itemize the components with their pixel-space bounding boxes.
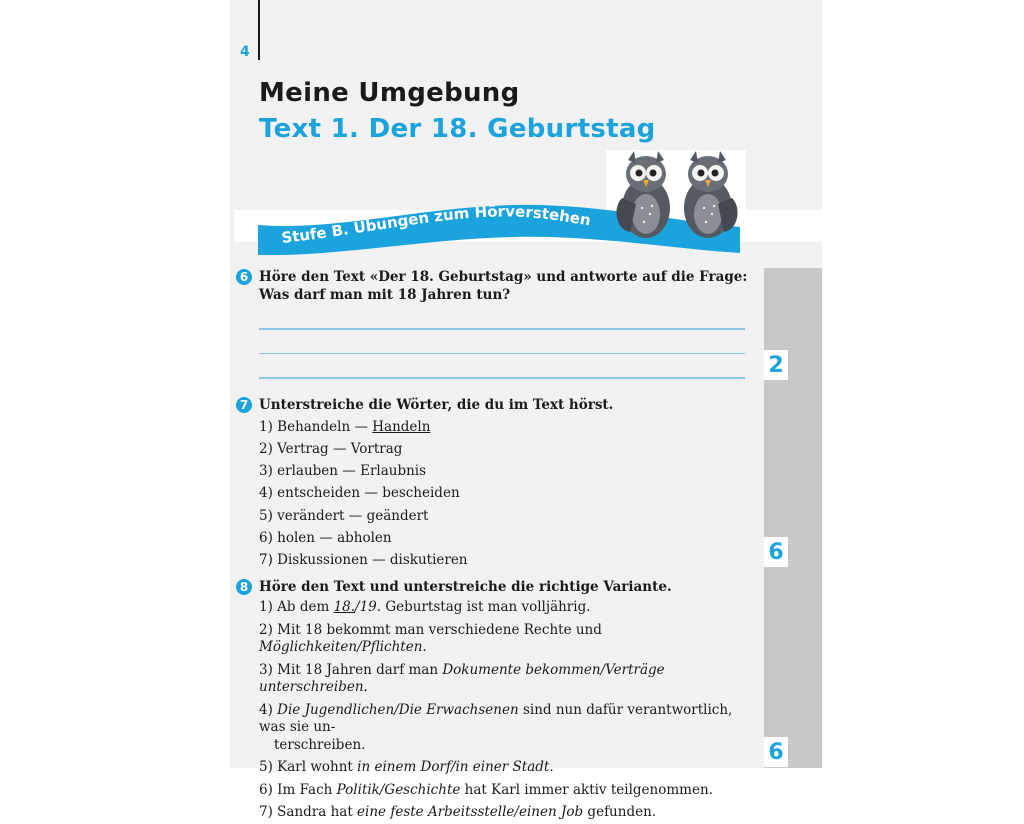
page-title: Meine Umgebung — [259, 78, 520, 108]
exercise-8-header — [236, 578, 756, 596]
exercise-7-header — [236, 396, 756, 414]
list-item: 7) Sandra hat eine feste Arbeitsstelle/einen Job gefunden. — [259, 804, 657, 821]
list-item: 4) Die Jugendlichen/Die Erwachsenen sind nun dafür verantwortlich, was sie un- terschreiben. — [259, 701, 733, 753]
list-item: 6) holen — abholen — [259, 529, 392, 546]
word-option[interactable]: holen — [277, 529, 315, 546]
list-item: 2) Vertrag — Vortrag — [259, 440, 403, 457]
exercise-6-header — [236, 268, 756, 304]
banner-label: Stufe B. Übungen zum Hörverstehen — [280, 202, 593, 247]
score-box-exercise-7: 6 — [764, 537, 788, 567]
list-item: 7) Diskussionen — diskutieren — [259, 552, 468, 569]
word-option[interactable]: bescheiden — [382, 485, 460, 502]
word-option[interactable]: Diskussionen — [277, 552, 368, 569]
score-margin-strip — [764, 268, 822, 768]
variant-option[interactable]: Politik/Geschichte — [336, 781, 461, 798]
list-item: 5) Karl wohnt in einem Dorf/in einer Stadt. — [259, 759, 554, 776]
word-pair-list — [236, 416, 756, 572]
list-item: 1) Ab dem 18./19. Geburtstag ist man volljährig. — [259, 599, 591, 616]
exercise-instruction: Unterstreiche die Wörter, die du im Text hörst. — [259, 396, 614, 413]
sentence-list — [236, 597, 756, 824]
list-item: 5) verändert — geändert — [259, 507, 429, 524]
variant-option[interactable]: Dokumente bekommen/Verträge unterschreiben — [259, 661, 665, 696]
exercise-number-badge: 6 — [236, 269, 252, 285]
list-item: 6) Im Fach Politik/Geschichte hat Karl immer aktiv teilgenommen. — [259, 781, 713, 798]
list-item: 1) Behandeln — Handeln — [259, 418, 431, 435]
exercise-7 — [236, 396, 756, 572]
exercise-6 — [236, 268, 756, 379]
list-item: 2) Mit 18 bekommt man verschiedene Rechte und Möglichkeiten/Pflichten. — [259, 621, 602, 656]
score-box-exercise-8: 6 — [764, 737, 788, 767]
variant-option[interactable]: /19. — [355, 599, 382, 616]
word-option[interactable]: Erlaubnis — [360, 463, 427, 480]
exercise-instruction: Höre den Text und unterstreiche die richtige Variante. — [259, 578, 672, 595]
word-option[interactable]: verändert — [277, 507, 345, 524]
page-margin-line — [258, 0, 260, 60]
page-number: 4 — [240, 44, 250, 60]
variant-option[interactable]: eine feste Arbeitsstelle/einen Job — [357, 804, 584, 821]
variant-option[interactable]: Möglichkeiten/Pflichten — [259, 639, 423, 656]
word-option[interactable]: Behandeln — [277, 418, 351, 435]
variant-option[interactable]: in einem Dorf/in einer Stadt — [357, 759, 550, 776]
answer-line[interactable] — [259, 377, 745, 379]
word-option[interactable]: Vortrag — [350, 440, 403, 457]
list-item: 4) entscheiden — bescheiden — [259, 485, 460, 502]
variant-option[interactable]: 18. — [333, 599, 356, 616]
score-box-exercise-6: 2 — [764, 350, 788, 380]
exercise-instruction: Höre den Text «Der 18. Geburtstag» und antworte auf die Frage: Was darf man mit 18 Jahren tun? — [259, 269, 748, 303]
word-option[interactable]: Vertrag — [277, 440, 329, 457]
word-option[interactable]: erlauben — [277, 463, 338, 480]
word-option[interactable]: diskutieren — [389, 552, 468, 569]
owl-icon — [616, 151, 670, 238]
list-item: 3) Mit 18 Jahren darf man Dokumente bekommen/Verträge unterschreiben. — [259, 661, 665, 696]
owl-icon — [684, 151, 738, 238]
word-option[interactable]: abholen — [337, 529, 392, 546]
exercise-8 — [236, 578, 756, 824]
list-item: 3) erlauben — Erlaubnis — [259, 463, 427, 480]
page-subtitle: Text 1. Der 18. Geburtstag — [259, 114, 656, 144]
word-option[interactable]: geändert — [366, 507, 429, 524]
exercise-list — [236, 268, 756, 824]
variant-option[interactable]: Die Jugendlichen/Die Erwachsenen — [277, 701, 519, 718]
exercise-number-badge: 7 — [236, 397, 252, 413]
exercise-number-badge: 8 — [236, 579, 252, 595]
owls-illustration — [606, 148, 746, 240]
word-option[interactable]: entscheiden — [277, 485, 361, 502]
word-option[interactable]: Handeln — [372, 418, 431, 435]
